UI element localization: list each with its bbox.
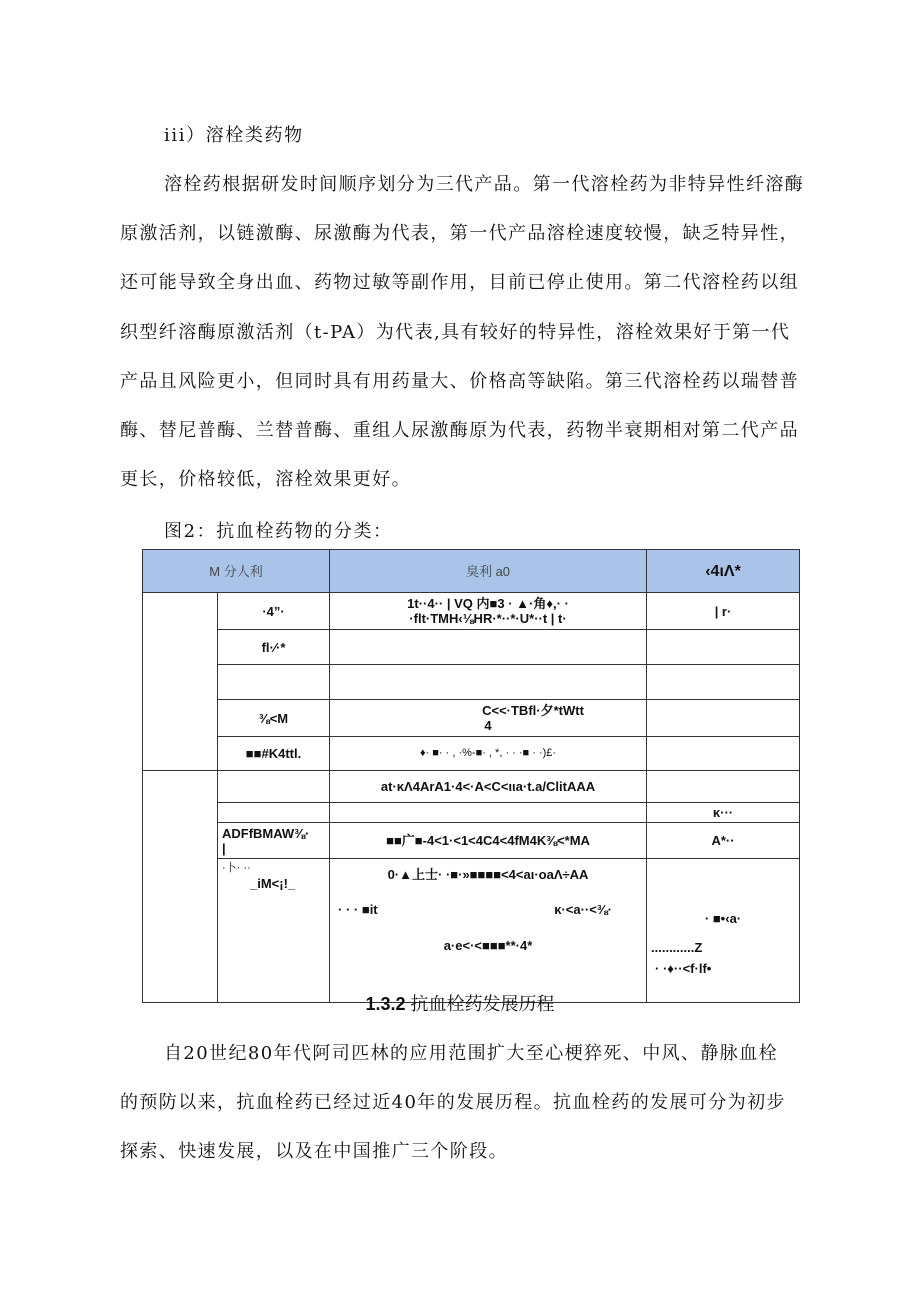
table-header-row: [143, 550, 800, 593]
cell-fragment: · · · ■it: [338, 902, 378, 917]
section-title: 抗血栓药发展历程: [410, 994, 555, 1014]
table-cell: [330, 859, 647, 1003]
cell-line: C<<·TBfl·夕*tWtt: [482, 703, 584, 718]
table-cell: ♦· ■· · , ·%-■· , *, · · ·■ · ·)£·: [330, 737, 647, 771]
table-row: [143, 803, 800, 823]
table-cell: at·κΛ4ArA1·4<·A<C<ιιa·t.a/ClitAAA: [330, 771, 647, 803]
table-cell: ⅜<M: [218, 700, 330, 737]
table-row: [143, 823, 800, 859]
table-row: [143, 737, 800, 771]
text-line: 的预防以来，抗血栓药已经过近40年的发展历程。抗血栓药的发展可分为初步: [120, 1092, 786, 1113]
cell-line: a·e<·<■■■**·4*: [443, 938, 533, 953]
table-cell: [647, 665, 800, 700]
table-cell: [647, 771, 800, 803]
table-cell: [330, 803, 647, 823]
cell-line: 0·▲上士· ·■·»■■■■<4<aι·oaΛ÷AA: [387, 867, 589, 882]
table-row: [143, 665, 800, 700]
table-cell: | r·: [647, 593, 800, 630]
cell-line: 4: [484, 718, 492, 733]
table-cell: [647, 630, 800, 665]
table-row: [143, 859, 800, 1003]
table-cell: [218, 823, 330, 859]
cell-line: · ■•‹a·: [704, 911, 742, 926]
cell-fragment: κ·<a··<⅜·: [554, 902, 613, 917]
table-cell: [218, 859, 330, 1003]
header-cell: 臭利 a0: [330, 550, 647, 593]
cell-line: _iM<¡!_: [250, 876, 296, 891]
table-cell: fl·⁄·*: [218, 630, 330, 665]
classification-table: [142, 549, 800, 1003]
header-cell: ‹4ιΛ*: [647, 550, 800, 593]
section-heading: [0, 990, 920, 1016]
text-line: 自20世纪80年代阿司匹林的应用范围扩大至心梗猝死、中风、静脉血栓: [164, 1043, 779, 1064]
group-cell: [143, 593, 218, 771]
table-cell: ·4”·: [218, 593, 330, 630]
cell-line: ADFfBMAW⅜·: [222, 825, 310, 841]
table-row: [143, 700, 800, 737]
table-cell: A*··: [647, 823, 800, 859]
group-cell: [143, 771, 218, 1003]
cell-line: 1t··4·· | VQ 内■3 · ▲·角♦,· ·: [407, 596, 569, 611]
table-cell: ■■广■-4<1·<1<4C4<4fM4K⅜<*MA: [330, 823, 647, 859]
cell-line: · ·♦··<f·lf•: [655, 961, 712, 976]
table-cell: [330, 593, 647, 630]
figure-caption: 图2：抗血栓药物的分类：: [164, 521, 393, 542]
cell-line: ·flt·TMH‹⅛HR·*··*·U*··t | t·: [409, 611, 567, 626]
cell-line: |: [222, 840, 226, 856]
table-cell: [330, 700, 647, 737]
table-cell: κ···: [647, 803, 800, 823]
table-cell: [647, 737, 800, 771]
table-cell: [218, 771, 330, 803]
text-line: 还可能导致全身出血、药物过敏等副作用，目前已停止使用。第二代溶栓药以组: [120, 272, 799, 293]
table-cell: ■■#K4ttl.: [218, 737, 330, 771]
header-cell: M 分人利: [143, 550, 330, 593]
text-line: 探索、快速发展，以及在中国推广三个阶段。: [120, 1141, 508, 1162]
text-line: 原激活剂，以链激酶、尿激酶为代表，第一代产品溶栓速度较慢，缺乏特异性，: [120, 223, 799, 244]
cell-line: ·卜· ··: [222, 862, 251, 874]
cell-line: ............Z: [651, 940, 703, 955]
table-row: [143, 771, 800, 803]
section-number: 1.3.2: [365, 994, 406, 1014]
cell-line: [334, 902, 642, 918]
text-line: 溶栓药根据研发时间顺序划分为三代产品。第一代溶栓药为非特异性纤溶酶: [164, 174, 805, 195]
table-cell: [330, 665, 647, 700]
table-row: [143, 593, 800, 630]
table-row: [143, 630, 800, 665]
text-line: 更长，价格较低，溶栓效果更好。: [120, 469, 411, 490]
table-cell: [647, 700, 800, 737]
text-line: 产品且风险更小，但同时具有用药量大、价格高等缺陷。第三代溶栓药以瑞替普: [120, 371, 799, 392]
table-cell: [330, 630, 647, 665]
table-cell: [647, 859, 800, 1003]
table-cell: [218, 665, 330, 700]
text-line: 织型纤溶酶原激活剂（t-PA）为代表,具有较好的特异性，溶栓效果好于第一代: [120, 322, 791, 343]
text-line: 酶、替尼普酶、兰替普酶、重组人尿激酶原为代表，药物半衰期相对第二代产品: [120, 420, 799, 441]
table-cell: [218, 803, 330, 823]
subsection-heading: iii）溶栓类药物: [164, 125, 304, 146]
